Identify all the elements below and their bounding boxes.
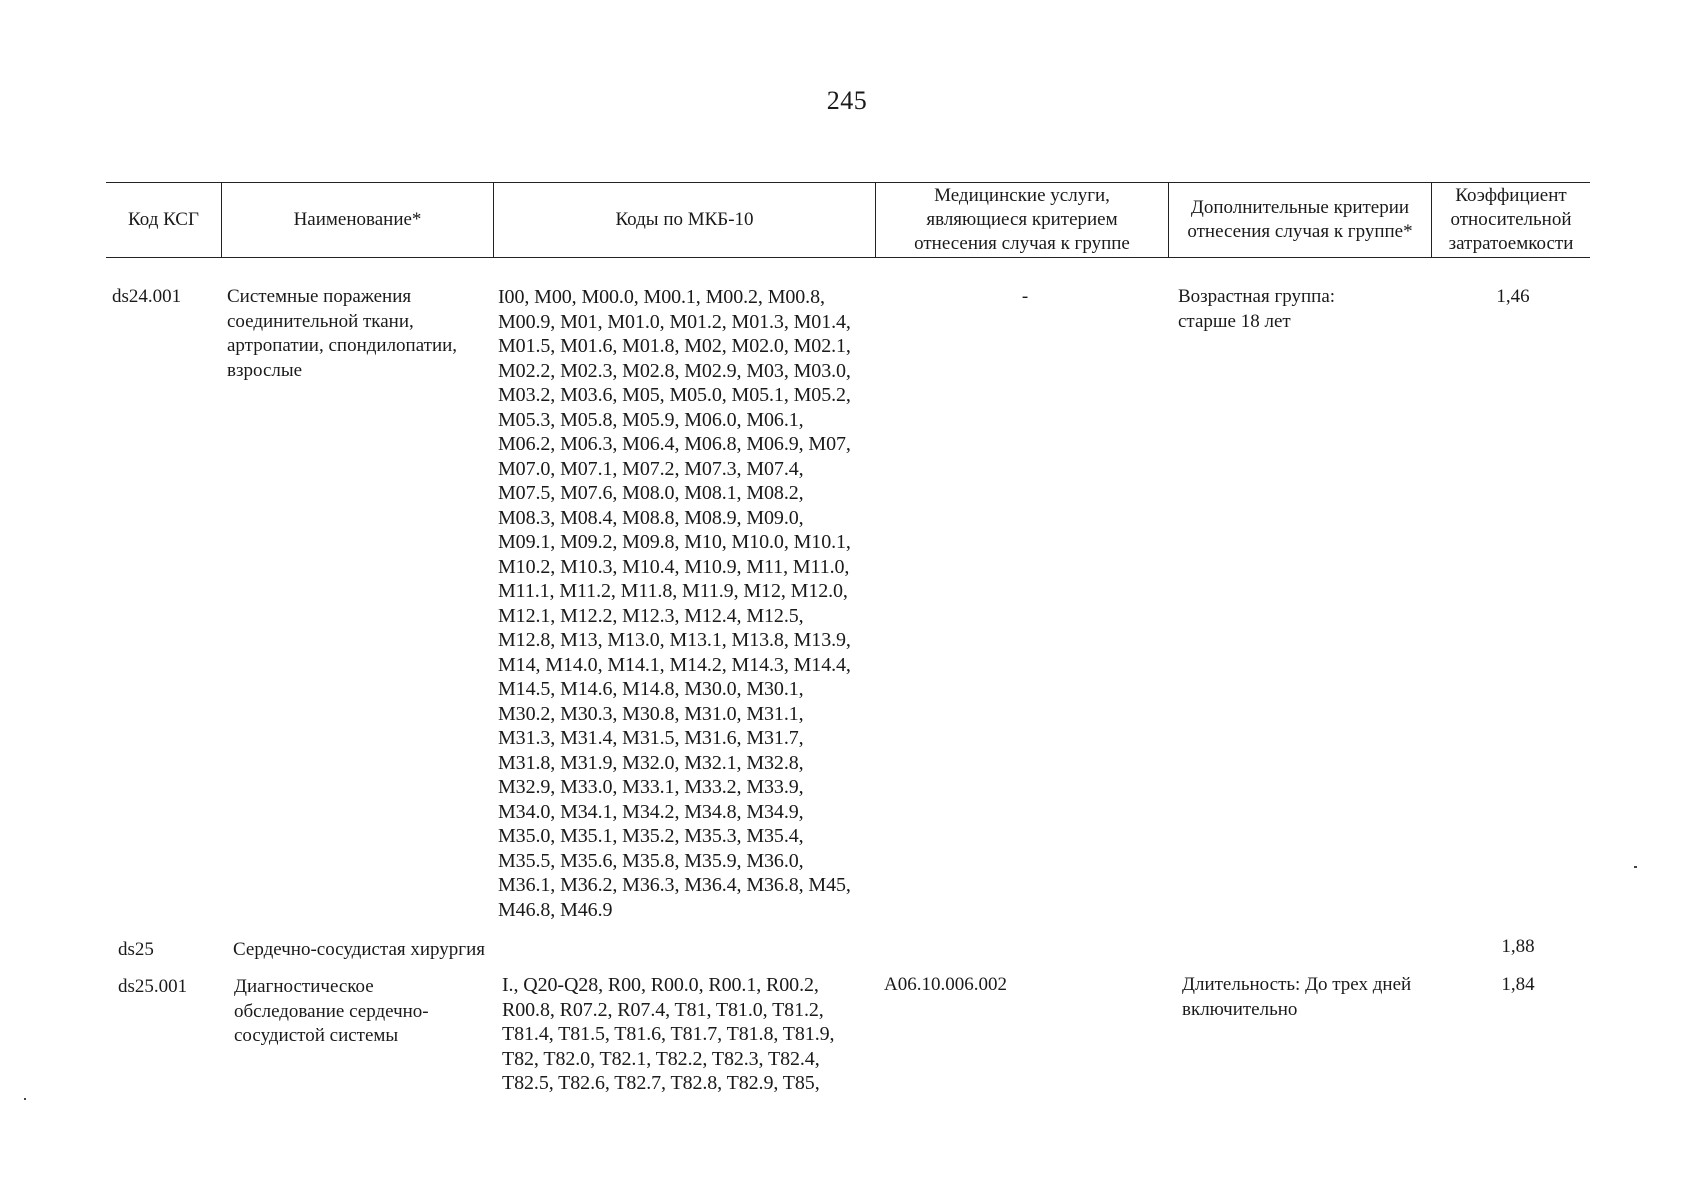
row-coef: 1,46 (1496, 286, 1530, 307)
row-name: Сердечно-сосудистая хирургия (233, 939, 486, 960)
table-header (106, 182, 1590, 258)
scan-speck (1634, 866, 1637, 868)
page-number: 245 (826, 86, 868, 115)
row-name: Диагностическое обследование сердечно- сосудистой системы (234, 976, 429, 1046)
row-services: - (1021, 286, 1029, 307)
row-coef: 1,84 (1501, 974, 1535, 995)
header-name: Наименование* (221, 183, 493, 257)
row-mkb-codes: I00, M00, M00.0, M00.1, M00.2, M00.8, M00.9, M01, M01.0, M01.2, M01.3, M01.4, M01.5, M01.6, M01.8, M02, M02.0, M02.1, M02.2, M02.3, M02.8, M02.9, M03, M03.0, M03.2, M03.6, M05, M05.0, M05.1, M05.2, M05.3, M05.8, M05.9, M06.0, M06.1, M06.2, M06.3, M06.4, M06.8, M06.9, M07, M07.0, M07.1, M07.2, M07.3, M07.4, M07.5, M07.6, M08.0, M08.1, M08.2, M08.3, M08.4, M08.8, M08.9, M09.0, M09.1, M09.2, M09.8, M10, M10.0, M10.1, M10.2, M10.3, M10.4, M10.9, M11, M11.0, M11.1, M11.2, M11.8, M11.9, M12, M12.0, M12.1, M12.2, M12.3, M12.4, M12.5, M12.8, M13, M13.0, M13.1, M13.8, M13.9, M14, M14.0, M14.1, M14.2, M14.3, M14.4, M14.5, M14.6, M14.8, M30.0, M30.1, M30.2, M30.3, M30.8, M31.0, M31.1, M31.3, M31.4, M31.5, M31.6, M31.7, M31.8, M31.9, M32.0, M32.1, M32.8, M32.9, M33.0, M33.1, M33.2, M33.9, M34.0, M34.1, M34.2, M34.8, M34.9, M35.0, M35.1, M35.2, M35.3, M35.4, M35.5, M35.6, M35.8, M35.9, M36.0, M36.1, M36.2, M36.3, M36.4, M36.8, M45, M46.8, M46.9 (498, 286, 851, 921)
scan-speck (24, 1098, 26, 1100)
row-code: ds25 (118, 939, 154, 960)
header-criteria: Дополнительные критерии отнесения случая к группе* (1168, 183, 1431, 257)
row-name: Системные поражения соединительной ткани, артропатии, спондилопатии, взрослые (227, 286, 458, 381)
header-coef: Коэффициент относительной затратоемкости (1431, 183, 1590, 257)
row-coef: 1,88 (1501, 936, 1535, 957)
header-services: Медицинские услуги, являющиеся критерием отнесения случая к группе (875, 183, 1168, 257)
row-code: ds25.001 (118, 976, 188, 997)
row-criteria: Длительность: До трех дней включительно (1182, 974, 1412, 1020)
header-code: Код КСГ (128, 209, 199, 230)
row-services: A06.10.006.002 (884, 974, 1007, 995)
header-mkb: Коды по МКБ-10 (493, 183, 875, 257)
row-criteria: Возрастная группа: старше 18 лет (1178, 286, 1336, 332)
row-code: ds24.001 (112, 286, 182, 307)
row-mkb-codes: I., Q20-Q28, R00, R00.0, R00.1, R00.2, R00.8, R07.2, R07.4, T81, T81.0, T81.2, T81.4, T81.5, T81.6, T81.7, T81.8, T81.9, T82, T82.0, T82.1, T82.2, T82.3, T82.4, T82.5, T82.6, T82.7, T82.8, T82.9, T85, (502, 974, 835, 1094)
